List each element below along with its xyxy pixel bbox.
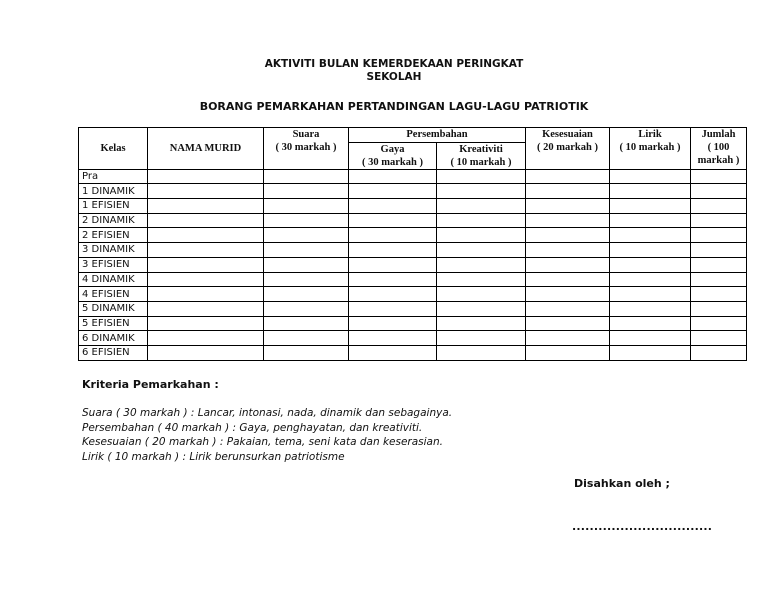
gaya-cell[interactable] <box>349 199 437 214</box>
gaya-cell[interactable] <box>349 301 437 316</box>
criteria-lirik: Lirik ( 10 markah ) : Lirik berunsurkan patriotisme <box>82 450 345 463</box>
gaya-cell[interactable] <box>349 169 437 184</box>
header-gaya <box>349 142 437 169</box>
kesesuaian-cell[interactable] <box>526 199 610 214</box>
signature-line: ................................ <box>572 520 713 533</box>
criteria-kesesuaian: Kesesuaian ( 20 markah ) : Pakaian, tema, seni kata dan keserasian. <box>82 436 443 448</box>
jumlah-cell[interactable] <box>691 228 747 243</box>
name-cell[interactable] <box>148 272 264 287</box>
header-persembahan: Persembahan <box>349 128 526 143</box>
gaya-cell[interactable] <box>349 213 437 228</box>
name-cell[interactable] <box>148 228 264 243</box>
jumlah-cell[interactable] <box>691 287 747 302</box>
table-row <box>79 257 747 272</box>
class-cell: 1 DINAMIK <box>79 184 148 199</box>
header-kreativiti-label: Kreativiti <box>459 143 503 155</box>
kesesuaian-cell[interactable] <box>526 331 610 346</box>
suara-cell[interactable] <box>264 169 349 184</box>
table-row <box>79 169 747 184</box>
jumlah-cell[interactable] <box>691 184 747 199</box>
gaya-cell[interactable] <box>349 287 437 302</box>
lirik-cell[interactable] <box>610 184 691 199</box>
name-cell[interactable] <box>148 213 264 228</box>
lirik-cell[interactable] <box>610 301 691 316</box>
suara-cell[interactable] <box>264 257 349 272</box>
table-row <box>79 184 747 199</box>
header-suara <box>264 128 349 170</box>
name-cell[interactable] <box>148 331 264 346</box>
table-row <box>79 199 747 214</box>
header-kesesuaian-marks: ( 20 markah ) <box>537 142 598 153</box>
kreativiti-cell[interactable] <box>437 316 526 331</box>
criteria-suara: Suara ( 30 markah ) : Lancar, intonasi, nada, dinamik dan sebagainya. <box>82 407 453 419</box>
header-gaya-marks: ( 30 markah ) <box>362 156 423 168</box>
gaya-cell[interactable] <box>349 184 437 199</box>
title-line-2: SEKOLAH <box>366 71 422 83</box>
suara-cell[interactable] <box>264 243 349 258</box>
table-row <box>79 213 747 228</box>
lirik-cell[interactable] <box>610 287 691 302</box>
jumlah-cell[interactable] <box>691 199 747 214</box>
suara-cell[interactable] <box>264 345 349 360</box>
class-cell: 3 EFISIEN <box>79 257 148 272</box>
class-cell: 6 EFISIEN <box>79 345 148 360</box>
header-kesesuaian <box>526 128 610 170</box>
suara-cell[interactable] <box>264 228 349 243</box>
suara-cell[interactable] <box>264 199 349 214</box>
name-cell[interactable] <box>148 184 264 199</box>
header-lirik-marks: ( 10 markah ) <box>619 142 681 153</box>
header-kesesuaian-label: Kesesuaian <box>542 129 593 140</box>
name-cell[interactable] <box>148 199 264 214</box>
table-row <box>79 272 747 287</box>
gaya-cell[interactable] <box>349 345 437 360</box>
header-jumlah-label: Jumlah <box>701 129 736 140</box>
class-cell: 5 DINAMIK <box>79 301 148 316</box>
table-row <box>79 243 747 258</box>
header-suara-label: Suara <box>292 129 320 140</box>
class-cell: 2 DINAMIK <box>79 213 148 228</box>
suara-cell[interactable] <box>264 301 349 316</box>
name-cell[interactable] <box>148 345 264 360</box>
suara-cell[interactable] <box>264 316 349 331</box>
class-cell: 1 EFISIEN <box>79 199 148 214</box>
name-cell[interactable] <box>148 169 264 184</box>
class-cell: Pra <box>79 169 148 184</box>
class-cell: 6 DINAMIK <box>79 331 148 346</box>
table-row <box>79 287 747 302</box>
header-suara-marks: ( 30 markah ) <box>275 142 337 153</box>
class-cell: 3 DINAMIK <box>79 243 148 258</box>
score-rows <box>79 169 747 360</box>
lirik-cell[interactable] <box>610 199 691 214</box>
jumlah-cell[interactable] <box>691 213 747 228</box>
kesesuaian-cell[interactable] <box>526 213 610 228</box>
class-cell: 4 EFISIEN <box>79 287 148 302</box>
table-row <box>79 228 747 243</box>
table-row <box>79 345 747 360</box>
kesesuaian-cell[interactable] <box>526 169 610 184</box>
kreativiti-cell[interactable] <box>437 184 526 199</box>
name-cell[interactable] <box>148 287 264 302</box>
header-jumlah-marks-1: ( 100 <box>707 142 730 153</box>
suara-cell[interactable] <box>264 272 349 287</box>
jumlah-cell[interactable] <box>691 345 747 360</box>
kreativiti-cell[interactable] <box>437 213 526 228</box>
kesesuaian-cell[interactable] <box>526 301 610 316</box>
kesesuaian-cell[interactable] <box>526 287 610 302</box>
table-row <box>79 301 747 316</box>
kesesuaian-cell[interactable] <box>526 228 610 243</box>
header-jumlah <box>691 128 747 170</box>
jumlah-cell[interactable] <box>691 316 747 331</box>
header-lirik <box>610 128 691 170</box>
table-row <box>79 316 747 331</box>
header-nama-murid: NAMA MURID <box>148 128 264 170</box>
class-cell: 5 EFISIEN <box>79 316 148 331</box>
table-row <box>79 331 747 346</box>
kreativiti-cell[interactable] <box>437 228 526 243</box>
suara-cell[interactable] <box>264 184 349 199</box>
lirik-cell[interactable] <box>610 316 691 331</box>
gaya-cell[interactable] <box>349 257 437 272</box>
kesesuaian-cell[interactable] <box>526 184 610 199</box>
header-jumlah-marks-2: markah ) <box>697 155 740 166</box>
header-kreativiti <box>437 142 526 169</box>
lirik-cell[interactable] <box>610 169 691 184</box>
score-table <box>78 127 747 361</box>
gaya-cell[interactable] <box>349 316 437 331</box>
approval-label: Disahkan oleh ; <box>574 477 670 490</box>
kreativiti-cell[interactable] <box>437 345 526 360</box>
suara-cell[interactable] <box>264 287 349 302</box>
kesesuaian-cell[interactable] <box>526 243 610 258</box>
lirik-cell[interactable] <box>610 213 691 228</box>
lirik-cell[interactable] <box>610 272 691 287</box>
jumlah-cell[interactable] <box>691 243 747 258</box>
header-kelas: Kelas <box>79 128 148 170</box>
header-lirik-label: Lirik <box>638 129 662 140</box>
name-cell[interactable] <box>148 243 264 258</box>
class-cell: 4 DINAMIK <box>79 272 148 287</box>
kreativiti-cell[interactable] <box>437 169 526 184</box>
name-cell[interactable] <box>148 257 264 272</box>
suara-cell[interactable] <box>264 331 349 346</box>
kreativiti-cell[interactable] <box>437 199 526 214</box>
header-kreativiti-marks: ( 10 markah ) <box>450 156 512 168</box>
document-title <box>0 58 768 84</box>
kreativiti-cell[interactable] <box>437 272 526 287</box>
jumlah-cell[interactable] <box>691 272 747 287</box>
gaya-cell[interactable] <box>349 243 437 258</box>
gaya-cell[interactable] <box>349 272 437 287</box>
kesesuaian-cell[interactable] <box>526 272 610 287</box>
title-line-1: AKTIVITI BULAN KEMERDEKAAN PERINGKAT <box>264 58 524 70</box>
kesesuaian-cell[interactable] <box>526 345 610 360</box>
jumlah-cell[interactable] <box>691 169 747 184</box>
suara-cell[interactable] <box>264 213 349 228</box>
form-title: BORANG PEMARKAHAN PERTANDINGAN LAGU-LAGU PATRIOTIK <box>199 100 589 113</box>
criteria-list <box>82 406 452 464</box>
kreativiti-cell[interactable] <box>437 287 526 302</box>
lirik-cell[interactable] <box>610 243 691 258</box>
class-cell: 2 EFISIEN <box>79 228 148 243</box>
jumlah-cell[interactable] <box>691 301 747 316</box>
gaya-cell[interactable] <box>349 331 437 346</box>
lirik-cell[interactable] <box>610 345 691 360</box>
kreativiti-cell[interactable] <box>437 257 526 272</box>
kesesuaian-cell[interactable] <box>526 316 610 331</box>
jumlah-cell[interactable] <box>691 331 747 346</box>
jumlah-cell[interactable] <box>691 257 747 272</box>
criteria-title: Kriteria Pemarkahan : <box>82 378 219 391</box>
criteria-persembahan: Persembahan ( 40 markah ) : Gaya, penghayatan, dan kreativiti. <box>82 421 423 434</box>
kreativiti-cell[interactable] <box>437 331 526 346</box>
name-cell[interactable] <box>148 301 264 316</box>
lirik-cell[interactable] <box>610 331 691 346</box>
lirik-cell[interactable] <box>610 257 691 272</box>
kesesuaian-cell[interactable] <box>526 257 610 272</box>
header-gaya-label: Gaya <box>380 143 405 155</box>
name-cell[interactable] <box>148 316 264 331</box>
gaya-cell[interactable] <box>349 228 437 243</box>
kreativiti-cell[interactable] <box>437 301 526 316</box>
lirik-cell[interactable] <box>610 228 691 243</box>
kreativiti-cell[interactable] <box>437 243 526 258</box>
